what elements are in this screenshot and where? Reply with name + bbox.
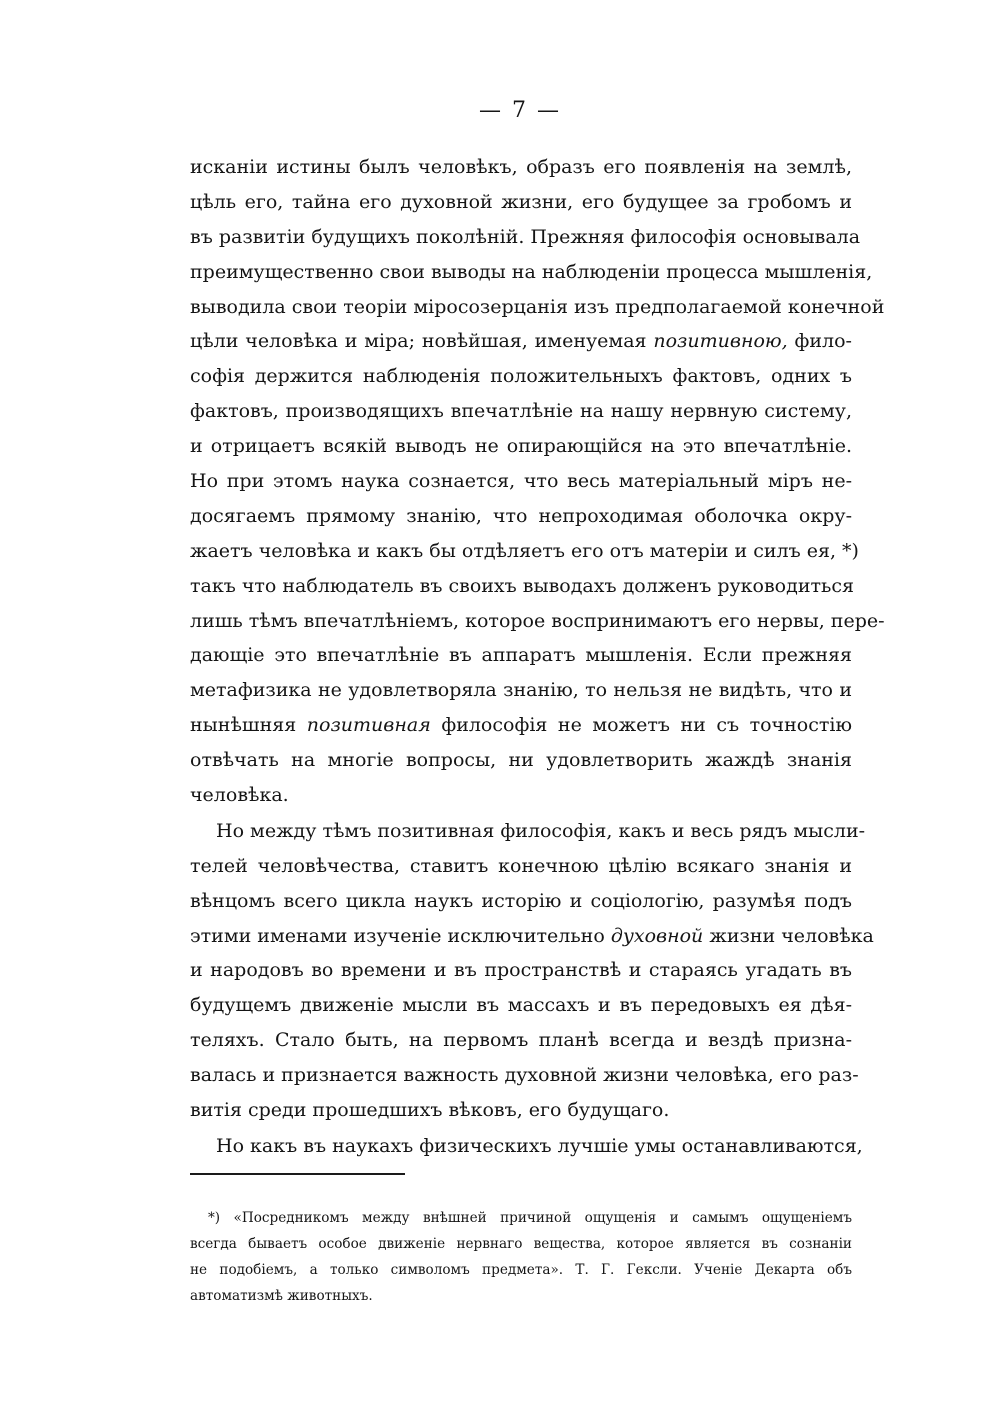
footnote-line: не подобіемъ, а только символомъ предмета». Т. Г. Гексли. Ученіе Декарта объ <box>190 1262 852 1278</box>
text-line: выводила свои теоріи міросозерцанія изъ предполагаемой конечной <box>190 295 885 318</box>
text-line: телей человѣчества, ставитъ конечною цѣлію всякаго знанія и <box>190 854 852 877</box>
main-text <box>190 150 885 1164</box>
text-line: Но между тѣмъ позитивная философія, какъ и весь рядъ мысли- <box>216 819 866 842</box>
text-line: софія держится наблюденія положительныхъ фактовъ, одних ъ <box>190 365 852 388</box>
text-line: и народовъ во времени и въ пространствѣ и стараясь угадать въ <box>190 959 852 982</box>
footnote-line: *) «Посредникомъ между внѣшней причиной ощущенія и самымъ ощущеніемъ <box>208 1210 852 1226</box>
text-line: дающіе это впечатлѣніе въ аппаратъ мышленія. Если прежняя <box>190 644 852 667</box>
text-run: цѣли человѣка и міра; новѣйшая, именуемая <box>190 330 647 353</box>
text-line: человѣка. <box>190 784 289 807</box>
text-run: нынѣшняя <box>190 714 297 737</box>
text-line: вѣнцомъ всего цикла наукъ исторію и соціологію, разумѣя подъ <box>190 889 852 912</box>
text-line: фактовъ, производящихъ впечатлѣніе на нашу нервную систему, <box>190 400 852 423</box>
text-line: Но какъ въ наукахъ физическихъ лучшіе умы останавливаются, <box>216 1134 863 1157</box>
text-line: досягаемъ прямому знанію, что непроходимая оболочка окру- <box>190 504 852 527</box>
text-line: цѣль его, тайна его духовной жизни, его будущее за гробомъ и <box>190 190 852 213</box>
text-line: жаетъ человѣка и какъ бы отдѣляетъ его отъ матеріи и силъ ея, *) <box>190 539 859 562</box>
text-run: этими именами изученіе исключительно <box>190 924 605 947</box>
text-line: витія среди прошедшихъ вѣковъ, его будущаго. <box>190 1099 670 1122</box>
text-line: будущемъ движеніе мысли въ массахъ и въ передовыхъ ея дѣя- <box>190 994 852 1017</box>
emphasis-text: позитивная <box>306 714 431 737</box>
text-line: исканіи истины былъ человѣкъ, образъ его появленія на землѣ, <box>190 156 852 178</box>
text-line <box>190 708 852 743</box>
text-line <box>190 919 874 954</box>
emphasis-text: духовной <box>610 924 704 947</box>
page-number: — 7 — <box>479 98 561 123</box>
footnote-separator <box>190 1173 405 1175</box>
text-line: метафизика не удовлетворяла знанію, то нельзя не видѣть, что и <box>190 679 852 702</box>
text-line: теляхъ. Стало быть, на первомъ планѣ всегда и вездѣ призна- <box>190 1029 852 1052</box>
text-line: преимущественно свои выводы на наблюденіи процесса мышленія, <box>190 260 873 283</box>
text-run: фило- <box>794 330 852 353</box>
text-line: такъ что наблюдатель въ своихъ выводахъ долженъ руководиться <box>190 574 854 597</box>
text-line: Но при этомъ наука сознается, что весь матеріальный міръ не- <box>190 470 852 493</box>
footnote-line: всегда бываетъ особое движеніе нервнаго вещества, которое является въ сознаніи <box>190 1236 852 1252</box>
text-line: и отрицаетъ всякій выводъ не опирающійся на это впечатлѣніе. <box>190 435 852 458</box>
text-line: въ развитіи будущихъ поколѣній. Прежняя философія основывала <box>190 225 861 248</box>
footnote <box>190 1205 852 1309</box>
text-run: жизни человѣка <box>709 924 874 947</box>
text-line: отвѣчать на многіе вопросы, ни удовлетворить жаждѣ знанія <box>190 749 852 772</box>
emphasis-text: позитивною, <box>653 330 788 353</box>
text-line: валась и признается важность духовной жизни человѣка, его раз- <box>190 1064 859 1087</box>
text-run: философія не можетъ ни съ точностію <box>441 714 852 737</box>
text-line: лишь тѣмъ впечатлѣніемъ, которое воспринимаютъ его нервы, пере- <box>190 609 885 632</box>
footnote-line: автоматизмѣ животныхъ. <box>190 1288 373 1304</box>
text-line <box>190 324 852 359</box>
